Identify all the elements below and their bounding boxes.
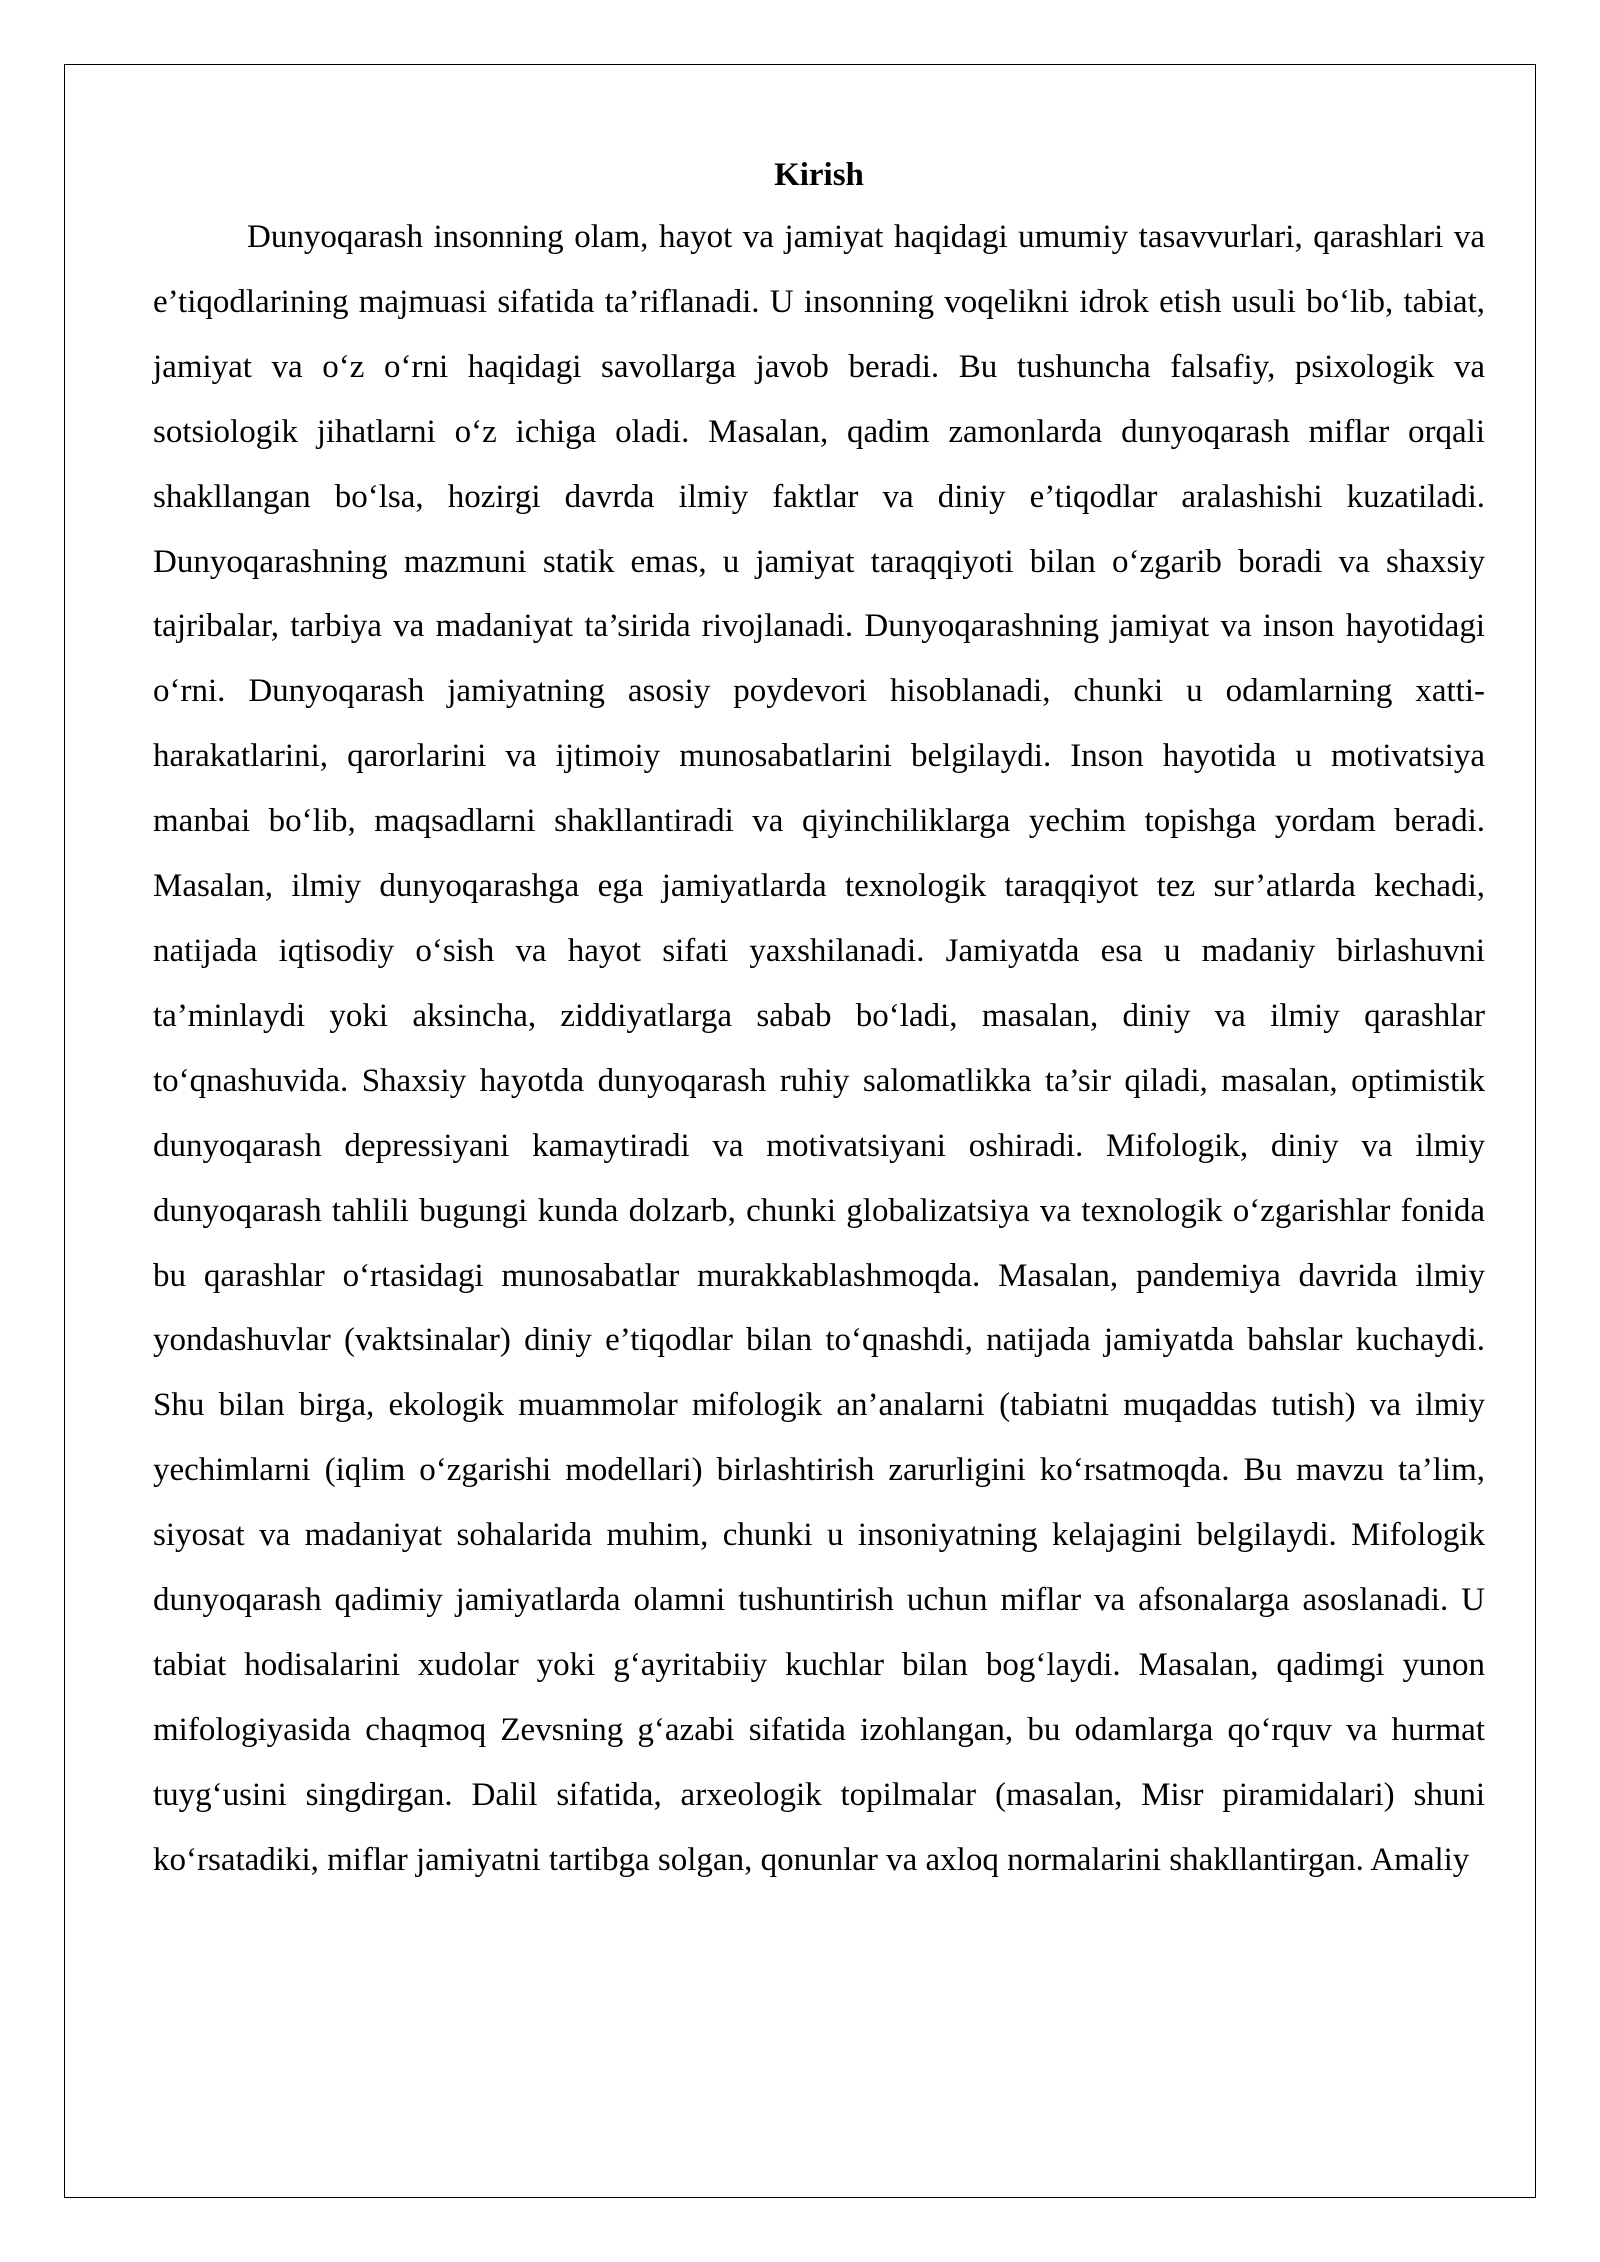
- document-body-paragraph: Dunyoqarash insonning olam, hayot va jamiyat haqidagi umumiy tasavvurlari, qarashlari va e’tiqodlarining majmuasi sifatida ta’riflanadi. U insonning voqelikni idrok etish usuli bo‘lib, tabiat, jamiyat va o‘z o‘rni haqidagi savollarga javob beradi. Bu tushuncha falsafiy, psixologik va sotsiologik jihatlarni o‘z ichiga oladi. Masalan, qadim zamonlarda dunyoqarash miflar orqali shakllangan bo‘lsa, hozirgi davrda ilmiy faktlar va diniy e’tiqodlar aralashishi kuzatiladi. Dunyoqarashning mazmuni statik emas, u jamiyat taraqqiyoti bilan o‘zgarib boradi va shaxsiy tajribalar, tarbiya va madaniyat ta’sirida rivojlanadi. Dunyoqarashning jamiyat va inson hayotidagi o‘rni. Dunyoqarash jamiyatning asosiy poydevori hisoblanadi, chunki u odamlarning xatti-harakatlarini, qarorlarini va ijtimoiy munosabatlarini belgilaydi. Inson hayotida u motivatsiya manbai bo‘lib, maqsadlarni shakllantiradi va qiyinchiliklarga yechim topishga yordam beradi. Masalan, ilmiy dunyoqarashga ega jamiyatlarda texnologik taraqqiyot tez sur’atlarda kechadi, natijada iqtisodiy o‘sish va hayot sifati yaxshilanadi. Jamiyatda esa u madaniy birlashuvni ta’minlaydi yoki aksincha, ziddiyatlarga sabab bo‘ladi, masalan, diniy va ilmiy qarashlar to‘qnashuvida. Shaxsiy hayotda dunyoqarash ruhiy salomatlikka ta’sir qiladi, masalan, optimistik dunyoqarash depressiyani kamaytiradi va motivatsiyani oshiradi. Mifologik, diniy va ilmiy dunyoqarash tahlili bugungi kunda dolzarb, chunki globalizatsiya va texnologik o‘zgarishlar fonida bu qarashlar o‘rtasidagi munosabatlar murakkablashmoqda. Masalan, pandemiya davrida ilmiy yondashuvlar (vaktsinalar) diniy e’tiqodlar bilan to‘qnashdi, natijada jamiyatda bahslar kuchaydi. Shu bilan birga, ekologik muammolar mifologik an’analarni (tabiatni muqaddas tutish) va ilmiy yechimlarni (iqlim o‘zgarishi modellari) birlashtirish zarurligini ko‘rsatmoqda. Bu mavzu ta’lim, siyosat va madaniyat sohalarida muhim, chunki u insoniyatning kelajagini belgilaydi. Mifologik dunyoqarash qadimiy jamiyatlarda olamni tushuntirish uchun miflar va afsonalarga asoslanadi. U tabiat hodisalarini xudolar yoki g‘ayritabiiy kuchlar bilan bog‘laydi. Masalan, qadimgi yunon mifologiyasida chaqmoq Zevsning g‘azabi sifatida izohlangan, bu odamlarga qo‘rquv va hurmat tuyg‘usini singdirgan. Dalil sifatida, arxeologik topilmalar (masalan, Misr piramidalari) shuni ko‘rsatadiki, miflar jamiyatni tartibga solgan, qonunlar va axloq normalarini shakllantirgan. Amaliy: [153, 219, 1485, 1878]
- document-heading: Kirish: [774, 157, 864, 193]
- document-content: [153, 145, 1485, 1893]
